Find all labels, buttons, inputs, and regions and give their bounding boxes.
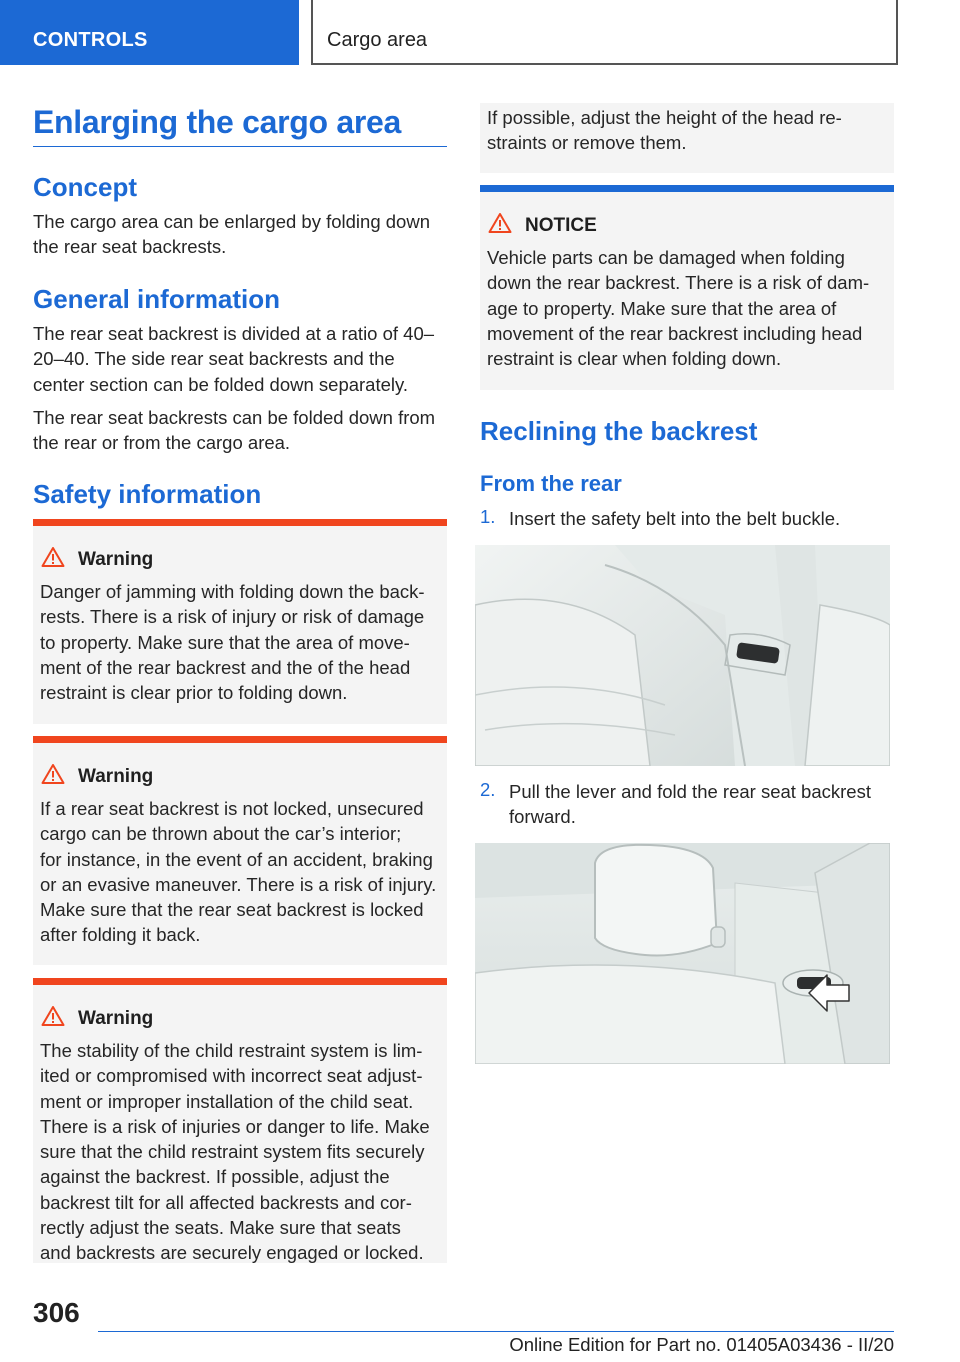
warning-bar xyxy=(33,736,447,743)
text-line: straints or remove them. xyxy=(487,132,687,154)
text-line: ment or improper installation of the child seat. xyxy=(40,1090,414,1112)
step-text xyxy=(509,506,899,531)
notice-title: NOTICE xyxy=(525,215,597,236)
text-line: The cargo area can be enlarged by folding down xyxy=(33,211,430,232)
seat-belt-image xyxy=(475,545,890,766)
seat-lever-illustration xyxy=(475,843,890,1064)
warning-title: Warning xyxy=(78,766,154,787)
text-line: There is a risk of injuries or danger to life. Make xyxy=(40,1115,430,1137)
warning-text xyxy=(40,796,445,948)
page-number: 306 xyxy=(33,1297,80,1328)
general-para-2 xyxy=(33,405,453,456)
text-line: the rear or from the cargo area. xyxy=(33,432,291,454)
warning-continued-box xyxy=(480,103,894,173)
text-line: backrest tilt for all affected backrests and cor- xyxy=(40,1191,412,1213)
text-line: Vehicle parts can be damaged when folding xyxy=(487,247,845,268)
step-number: 2. xyxy=(480,779,496,800)
text-line: forward. xyxy=(509,806,576,828)
warning-title: Warning xyxy=(78,549,154,570)
text-line: cargo can be thrown about the car’s interior; xyxy=(40,823,402,845)
warning-continued-text xyxy=(487,105,892,156)
text-line: center section can be folded down separately. xyxy=(33,373,409,395)
text-line: the rear seat backrests. xyxy=(33,236,227,258)
from-rear-heading: From the rear xyxy=(480,471,622,496)
text-line: or an evasive maneuver. There is a risk of injury. xyxy=(40,873,437,895)
seat-belt-illustration xyxy=(475,545,890,766)
concept-heading: Concept xyxy=(33,172,137,202)
text-line: for instance, in the event of an accident, braking xyxy=(40,848,433,870)
text-line: ited or compromised with incorrect seat adjust- xyxy=(40,1065,423,1087)
text-line: against the backrest. If possible, adjust the xyxy=(40,1166,390,1188)
text-line: to property. Make sure that the area of move- xyxy=(40,631,410,653)
text-line: age to property. Make sure that the area of xyxy=(487,297,837,319)
concept-text xyxy=(33,209,453,260)
header-section-label: CONTROLS xyxy=(33,29,148,51)
notice-box xyxy=(480,192,894,390)
text-line: Pull the lever and fold the rear seat backrest xyxy=(509,781,871,802)
text-line: The rear seat backrest is divided at a ratio of 40– xyxy=(33,323,435,344)
page-title: Enlarging the cargo area xyxy=(33,104,402,140)
header-topic-label: Cargo area xyxy=(327,29,428,51)
step-text xyxy=(509,779,899,830)
warning-box-2 xyxy=(33,743,447,965)
text-line: after folding it back. xyxy=(40,924,201,946)
safety-heading: Safety information xyxy=(33,479,262,509)
notice-text xyxy=(487,245,892,371)
text-line: and backrests are securely engaged or locked. xyxy=(40,1242,424,1264)
warning-title: Warning xyxy=(78,1008,154,1029)
warning-triangle-icon xyxy=(41,763,65,785)
warning-box-3 xyxy=(33,985,447,1263)
seat-lever-image xyxy=(475,843,890,1064)
header-section-tab xyxy=(0,0,299,65)
title-rule xyxy=(33,146,447,147)
warning-bar xyxy=(33,519,447,526)
text-line: Danger of jamming with folding down the back- xyxy=(40,581,425,602)
text-line: The stability of the child restraint system is lim- xyxy=(40,1040,423,1061)
notice-bar xyxy=(480,185,894,192)
warning-triangle-icon xyxy=(41,546,65,568)
text-line: If possible, adjust the height of the head re- xyxy=(487,107,842,128)
general-heading: General information xyxy=(33,284,281,314)
warning-text xyxy=(40,1038,445,1266)
text-line: sure that the child restraint system fits securely xyxy=(40,1141,425,1163)
warning-triangle-icon xyxy=(41,1005,65,1027)
warning-triangle-icon xyxy=(488,212,512,234)
text-line: Make sure that the rear seat backrest is locked xyxy=(40,899,424,921)
text-line: 20–40. The side rear seat backrests and the xyxy=(33,348,395,370)
text-line: restraint is clear prior to folding down. xyxy=(40,682,348,704)
text-line: down the rear backrest. There is a risk of dam- xyxy=(487,272,870,294)
reclining-heading: Reclining the backrest xyxy=(480,416,758,446)
text-line: Insert the safety belt into the belt buckle. xyxy=(509,508,841,529)
text-line: movement of the rear backrest including head xyxy=(487,322,863,344)
footer-edition: Online Edition for Part no. 01405A03436 - II/20 xyxy=(509,1334,894,1355)
header-topic-tab xyxy=(311,0,898,65)
warning-bar xyxy=(33,978,447,985)
warning-text xyxy=(40,579,445,705)
text-line: rectly adjust the seats. Make sure that seats xyxy=(40,1217,401,1239)
step-number: 1. xyxy=(480,506,496,527)
text-line: ment of the rear backrest and the of the head xyxy=(40,656,411,678)
text-line: rests. There is a risk of injury or risk of damage xyxy=(40,606,425,628)
warning-box-1 xyxy=(33,526,447,724)
footer-rule xyxy=(98,1331,894,1332)
text-line: If a rear seat backrest is not locked, unsecured xyxy=(40,798,424,819)
general-para-1 xyxy=(33,321,453,397)
text-line: The rear seat backrests can be folded down from xyxy=(33,407,436,428)
text-line: restraint is clear when folding down. xyxy=(487,348,782,370)
